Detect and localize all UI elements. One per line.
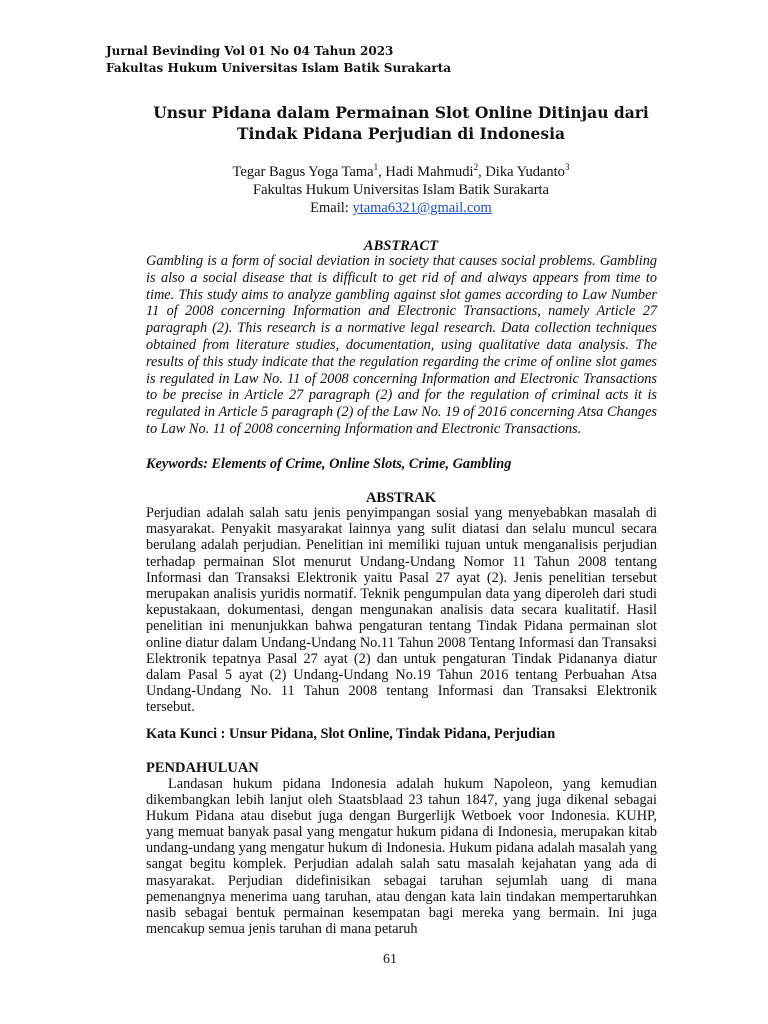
email-label: Email: [310, 200, 353, 216]
introduction-heading: PENDAHULUAN [146, 760, 259, 776]
author-list [146, 163, 656, 181]
author-3: Dika Yudanto [485, 164, 565, 180]
paper-title: Unsur Pidana dalam Permainan Slot Online Ditinjau dari Tindak Pidana Perjudian di Indonesia [153, 103, 649, 143]
email-line [146, 199, 656, 217]
keywords-indonesian: Kata Kunci : Unsur Pidana, Slot Online, Tindak Pidana, Perjudian [146, 726, 556, 742]
page-number: 61 [383, 952, 397, 967]
keywords-english: Keywords: Elements of Crime, Online Slots, Crime, Gambling [146, 456, 512, 472]
author-3-affiliation-mark: 3 [564, 162, 570, 173]
author-2: Hadi Mahmudi [385, 164, 474, 180]
author-1: Tegar Bagus Yoga Tama [232, 164, 374, 180]
abstract-body: Gambling is a form of social deviation in society that causes social problems. Gambling is also a social disease that is difficult to get rid of and always appears from time to time. This study aims to analyze gambling against slot games according to Law Number 11 of 2008 concerning Information and Electronic Transactions, namely Article 27 paragraph (2). This research is a normative legal research. Data collection techniques obtained from literature studies, documentation, using qualitative data analysis. The results of this study indicate that the regulation regarding the crime of online slot games is regulated in Law No. 11 of 2008 concerning Information and Electronic Transactions to be precise in Article 27 paragraph (2) and for the regulation of criminal acts it is regulated in Article 5 paragraph (2) of the Law No. 19 of 2016 concerning Atsa Changes to Law No. 11 of 2008 concerning Information and Electronic Transactions. [146, 253, 657, 437]
author-2-affiliation-mark: 2 [473, 162, 479, 173]
author-separator: , [478, 164, 486, 180]
author-1-affiliation-mark: 1 [373, 162, 379, 173]
affiliation: Fakultas Hukum Universitas Islam Batik Surakarta [253, 182, 549, 198]
abstract-heading: ABSTRACT [363, 238, 439, 254]
journal-header [106, 43, 451, 77]
author-block [146, 163, 656, 217]
abstrak-heading: ABSTRAK [365, 490, 437, 506]
introduction-body: Landasan hukum pidana Indonesia adalah hukum Napoleon, yang kemudian dikembangkan lebih lanjut oleh Staatsblaad 23 tahun 1847, yang juga dikenal sebagai Hukum Pidana atau disebut juga dengan Burgerlijk Wetboek voor Indonesia. KUHP, yang memuat banyak pasal yang mengatur hukum pidana di Indonesia, merupakan kitab undang-undang yang mengatur hukum di Indonesia. Hukum pidana adalah masalah yang sangat begitu komplek. Perjudian adalah salah satu masalah kejahatan yang ada di masyarakat. Perjudian didefinisikan sebagai taruhan sejumlah uang di mana pemenangnya menerima uang taruhan, atau dengan kata lain tindakan mempertaruhkan nasib sebagai bentuk permainan kesempatan bagi mereka yang bermain. Ini juga mencakup semua jenis taruhan di mana petaruh [146, 776, 657, 937]
email-link[interactable]: ytama6321@gmail.com [352, 200, 492, 216]
faculty-info: Fakultas Hukum Universitas Islam Batik Surakarta [106, 61, 452, 75]
author-separator: , [378, 164, 386, 180]
journal-info: Jurnal Bevinding Vol 01 No 04 Tahun 2023 [106, 44, 394, 58]
abstrak-body: Perjudian adalah salah satu jenis penyimpangan sosial yang menyebabkan masalah di masyarakat. Penyakit masyarakat lainnya yang sulit diatasi dan selalu muncul secara berulang adalah perjudian. Penelitian ini memiliki tujuan untuk menganalisis perjudian terhadap permainan Slot menurut Undang-Undang Nomor 11 Tahun 2008 tentang Informasi dan Transaksi Elektronik yaitu Pasal 27 ayat (2). Jenis penelitian tersebut merupakan analisis yuridis normatif. Teknik pengumpulan data yang diperoleh dari studi kepustakaan, dokumentasi, dengan mengunakan analisis data secara kualitatif. Hasil penelitian ini menunjukkan bahwa pengaturan tentang Tindak Pidana permainan slot online diatur dalam Undang-Undang No.11 Tahun 2008 Tentang Informasi dan Transaksi Elektronik tepatnya Pasal 27 ayat (2) dan untuk pengaturan Tindak Pidananya diatur dalam Pasal 5 ayat (2) Undang-Undang No.19 Tahun 2016 tentang Perbuahan Atsa Undang-Undang No. 11 Tahun 2008 tentang Informasi dan Transaksi Elektronik tersebut. [146, 505, 657, 716]
